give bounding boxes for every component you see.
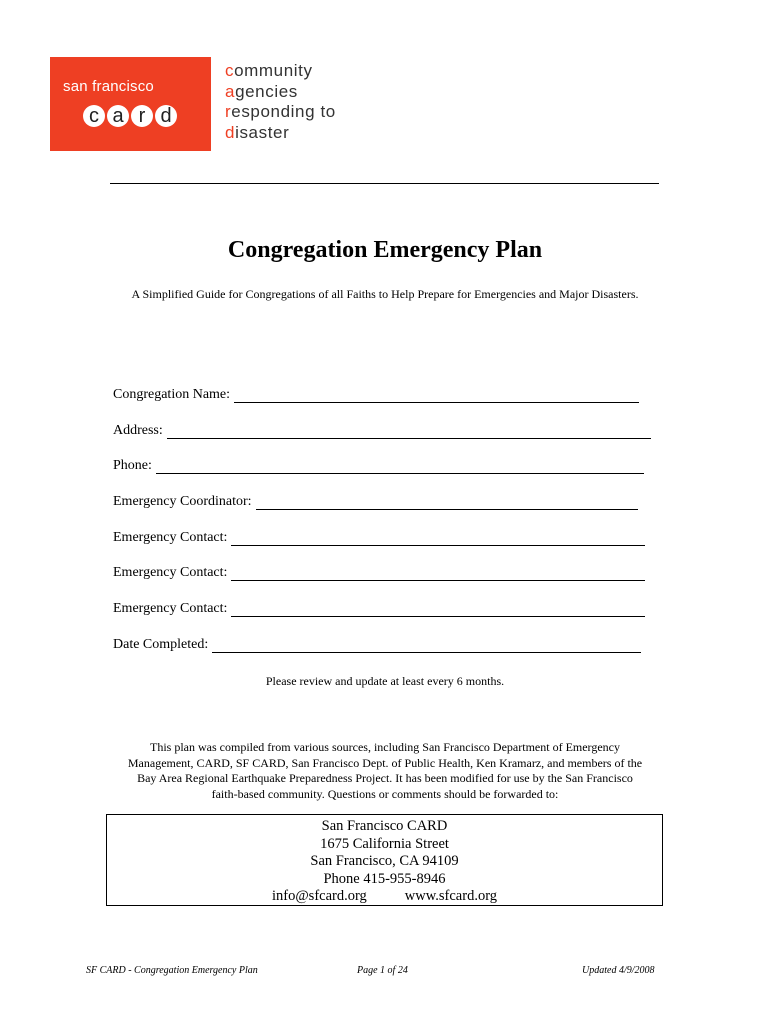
footer-page-number: Page 1 of 24	[357, 965, 408, 976]
page-title: Congregation Emergency Plan	[227, 237, 543, 263]
field-phone	[113, 458, 644, 474]
field-label: Address:	[113, 423, 163, 438]
compiled-line: Bay Area Regional Earthquake Preparedness Project. It has been modified for use by the San Francisco	[137, 771, 633, 785]
phone-blank[interactable]	[156, 459, 644, 474]
field-label: Emergency Coordinator:	[113, 494, 252, 509]
field-emergency-contact-3	[113, 601, 645, 617]
review-note: Please review and update at least every 6 months.	[265, 674, 505, 688]
contact-box	[106, 814, 663, 906]
compiled-line: Management, CARD, SF CARD, San Francisco Dept. of Public Health, Ken Kramarz, and members of the	[127, 755, 643, 770]
logo-letter-r: r	[131, 105, 153, 127]
field-congregation-name	[113, 387, 639, 403]
page-subtitle: A Simplified Guide for Congregations of all Faiths to Help Prepare for Emergencies and Major Disasters.	[131, 287, 639, 301]
field-label: Date Completed:	[113, 637, 209, 652]
field-emergency-coordinator	[113, 494, 638, 510]
logo-word-agencies: agencies	[225, 81, 298, 101]
contact-org: San Francisco CARD	[321, 818, 448, 834]
field-date-completed	[113, 637, 641, 653]
address-blank[interactable]	[167, 424, 651, 439]
field-label: Congregation Name:	[113, 387, 231, 402]
sf-card-logo	[50, 57, 211, 151]
field-label: Emergency Contact:	[113, 530, 228, 545]
congregation-name-blank[interactable]	[234, 388, 639, 403]
emergency-contact-2-blank[interactable]	[231, 566, 645, 581]
logo-letter-c: c	[83, 105, 105, 127]
logo-letter-a: a	[107, 105, 129, 127]
logo-acronym-words	[225, 61, 336, 143]
logo-word-responding: responding to	[225, 102, 336, 121]
field-label: Phone:	[113, 458, 152, 473]
field-label: Emergency Contact:	[113, 565, 228, 580]
emergency-coordinator-blank[interactable]	[256, 495, 638, 510]
emergency-contact-1-blank[interactable]	[231, 531, 645, 546]
compiled-line: faith-based community. Questions or comments should be forwarded to:	[211, 786, 559, 801]
field-emergency-contact-1	[113, 530, 645, 546]
contact-website-link[interactable]: www.sfcard.org	[404, 888, 498, 905]
field-address	[113, 423, 651, 439]
compiled-sources-paragraph	[100, 740, 670, 802]
header-divider	[110, 183, 659, 184]
contact-email-link[interactable]: info@sfcard.org	[271, 888, 367, 905]
logo-city-text: san francisco	[63, 78, 154, 95]
footer-updated-date: Updated 4/9/2008	[582, 965, 655, 976]
date-completed-blank[interactable]	[212, 638, 641, 653]
field-emergency-contact-2	[113, 565, 645, 581]
logo-word-community: community	[225, 61, 313, 80]
field-label: Emergency Contact:	[113, 601, 228, 616]
footer-doc-title: SF CARD - Congregation Emergency Plan	[86, 965, 258, 976]
logo-letter-d: d	[155, 105, 177, 127]
compiled-line: This plan was compiled from various sources, including San Francisco Department of Emergency	[150, 740, 620, 754]
emergency-contact-3-blank[interactable]	[231, 602, 645, 617]
contact-city: San Francisco, CA 94109	[310, 853, 459, 870]
contact-web-row	[107, 888, 662, 906]
logo-word-disaster: disaster	[225, 122, 290, 142]
contact-phone: Phone 415-955-8946	[323, 870, 446, 887]
logo-card-letters	[83, 105, 177, 127]
contact-street: 1675 California Street	[320, 835, 449, 852]
